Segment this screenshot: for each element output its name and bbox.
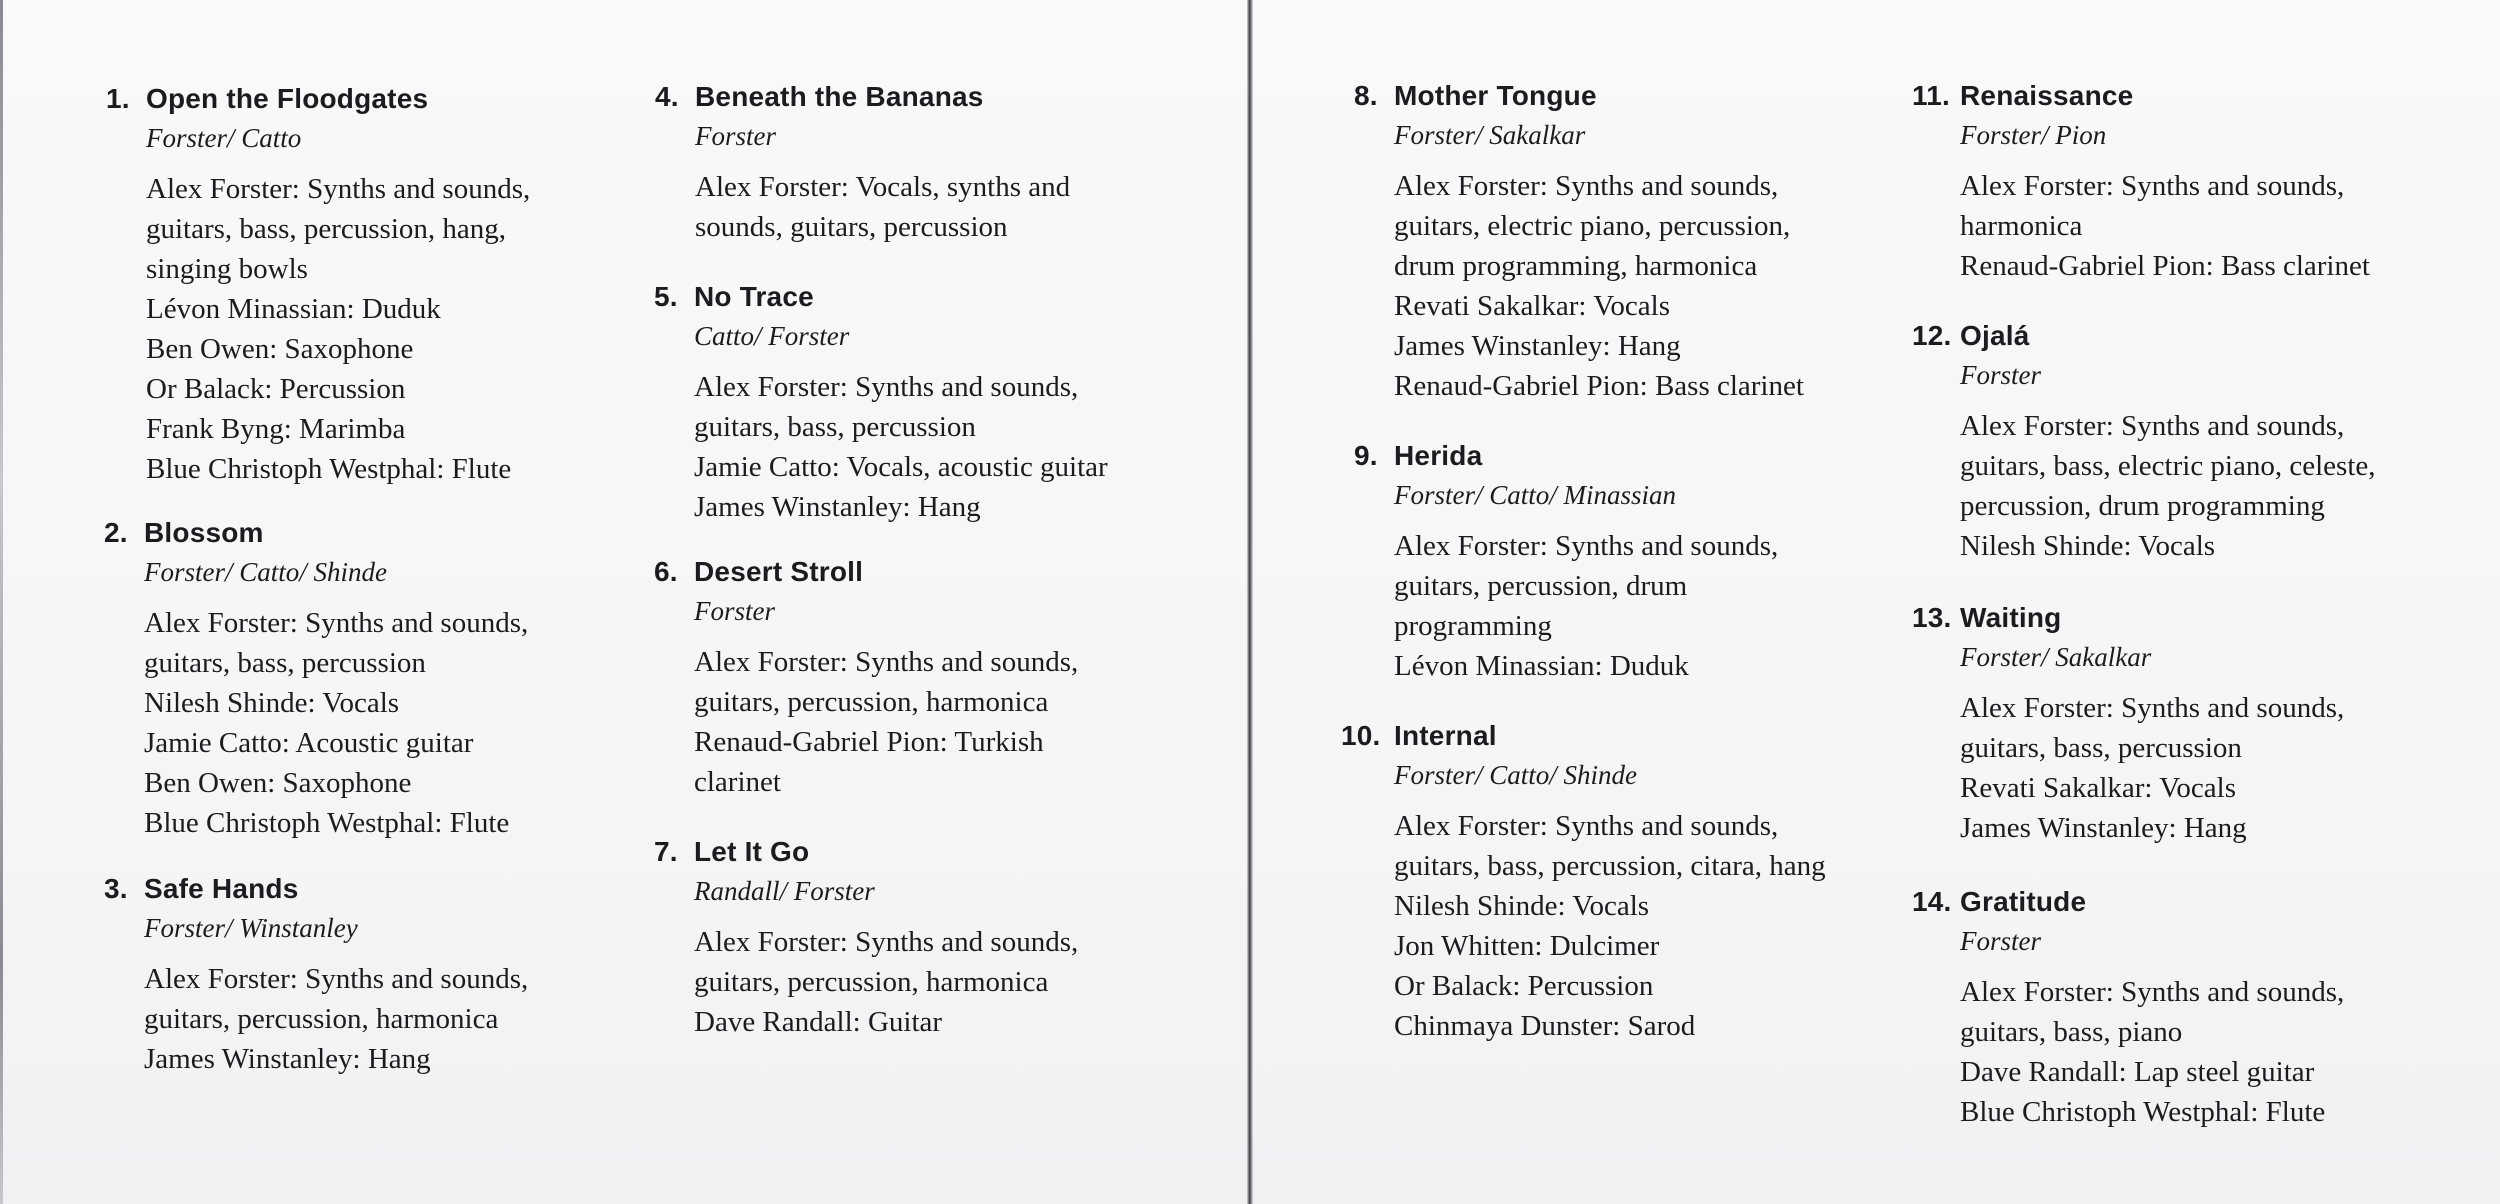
track-name: Safe Hands	[144, 873, 299, 904]
track-credits	[695, 167, 1070, 247]
page-edge	[0, 0, 3, 1204]
track-writers: Forster/ Catto/ Shinde	[144, 557, 387, 587]
track-writers: Forster/ Pion	[1960, 120, 2107, 150]
track-number: 5.	[654, 281, 678, 312]
credit-line: harmonica	[1960, 210, 2083, 242]
track-credits	[694, 922, 1078, 1042]
credit-line: guitars, bass, electric piano, celeste,	[1960, 450, 2376, 482]
track-title	[104, 873, 299, 905]
credit-line: guitars, bass, percussion	[694, 411, 976, 443]
credit-line: Jon Whitten: Dulcimer	[1394, 930, 1660, 962]
track-name: Blossom	[144, 517, 264, 548]
credit-line: Frank Byng: Marimba	[146, 413, 406, 445]
track-number: 10.	[1341, 720, 1381, 751]
credit-line: Or Balack: Percussion	[146, 373, 406, 405]
track-writers: Forster	[1960, 926, 2041, 956]
track-title	[654, 836, 809, 868]
credit-line: guitars, percussion, harmonica	[694, 686, 1049, 718]
track-name: Let It Go	[694, 836, 810, 867]
track-writers: Forster/ Sakalkar	[1960, 642, 2152, 672]
track-number: 12.	[1912, 320, 1952, 351]
track-credits	[694, 642, 1078, 802]
track-title	[654, 556, 863, 588]
credit-line: Alex Forster: Synths and sounds,	[1960, 692, 2345, 724]
credit-line: guitars, percussion, drum	[1394, 570, 1688, 602]
track-title	[1912, 886, 2086, 918]
track-name: Ojalá	[1960, 320, 2030, 351]
track-credits	[694, 367, 1108, 527]
credit-line: singing bowls	[146, 253, 308, 285]
credit-line: Alex Forster: Vocals, synths and	[695, 171, 1071, 203]
track-title	[104, 517, 264, 549]
credit-line: Alex Forster: Synths and sounds,	[1394, 170, 1779, 202]
credit-line: Alex Forster: Synths and sounds,	[694, 646, 1079, 678]
track-name: Renaissance	[1960, 80, 2134, 111]
track-credits	[1960, 406, 2376, 566]
track-number: 6.	[654, 556, 678, 587]
credit-line: guitars, bass, piano	[1960, 1016, 2183, 1048]
track-number: 13.	[1912, 602, 1952, 633]
credit-line: Alex Forster: Synths and sounds,	[144, 607, 529, 639]
track-number: 3.	[104, 873, 128, 904]
track-credits	[1394, 166, 1804, 406]
track-number: 9.	[1354, 440, 1378, 471]
credit-line: drum programming, harmonica	[1394, 250, 1758, 282]
track-writers: Forster/ Catto/ Minassian	[1394, 480, 1677, 510]
credit-line: guitars, electric piano, percussion,	[1394, 210, 1791, 242]
track-credits	[1960, 972, 2344, 1132]
track-writers: Forster/ Sakalkar	[1394, 120, 1586, 150]
credit-line: Revati Sakalkar: Vocals	[1960, 772, 2236, 804]
credit-line: Lévon Minassian: Duduk	[1394, 650, 1689, 682]
credit-line: sounds, guitars, percussion	[695, 211, 1008, 243]
track-title	[654, 281, 814, 313]
credit-line: Alex Forster: Synths and sounds,	[146, 173, 531, 205]
credit-line: guitars, bass, percussion	[1960, 732, 2242, 764]
credit-line: Dave Randall: Lap steel guitar	[1960, 1056, 2315, 1088]
track-credits	[1960, 166, 2370, 286]
credit-line: Renaud-Gabriel Pion: Turkish	[694, 726, 1044, 758]
credit-line: Lévon Minassian: Duduk	[146, 293, 441, 325]
track-name: Gratitude	[1960, 886, 2087, 917]
credit-line: Blue Christoph Westphal: Flute	[1960, 1096, 2326, 1128]
track-title	[1912, 602, 2061, 634]
track-title	[1912, 320, 2029, 352]
track-writers: Forster	[1960, 360, 2041, 390]
track-writers: Forster	[694, 596, 775, 626]
credit-line: Or Balack: Percussion	[1394, 970, 1654, 1002]
credit-line: Jamie Catto: Vocals, acoustic guitar	[694, 451, 1108, 483]
credit-line: Alex Forster: Synths and sounds,	[1960, 170, 2345, 202]
credit-line: Chinmaya Dunster: Sarod	[1394, 1010, 1696, 1042]
track-writers: Forster	[695, 121, 776, 151]
credit-line: Alex Forster: Synths and sounds,	[144, 963, 529, 995]
credit-line: guitars, bass, percussion, hang,	[146, 213, 507, 245]
credit-line: Ben Owen: Saxophone	[144, 767, 412, 799]
credit-line: guitars, bass, percussion, citara, hang	[1394, 850, 1826, 882]
track-title	[1354, 440, 1482, 472]
credit-line: guitars, bass, percussion	[144, 647, 426, 679]
track-number: 2.	[104, 517, 128, 548]
track-number: 1.	[106, 83, 130, 114]
credit-line: Alex Forster: Synths and sounds,	[1960, 410, 2345, 442]
credit-line: guitars, percussion, harmonica	[694, 966, 1049, 998]
track-credits	[144, 959, 528, 1079]
credit-line: James Winstanley: Hang	[694, 491, 981, 523]
credit-line: clarinet	[694, 766, 781, 798]
track-number: 11.	[1912, 80, 1950, 111]
credit-line: James Winstanley: Hang	[1394, 330, 1681, 362]
track-name: Desert Stroll	[694, 556, 864, 587]
credit-line: Nilesh Shinde: Vocals	[1960, 530, 2216, 562]
track-title	[1912, 80, 2133, 112]
track-credits	[1394, 526, 1778, 686]
credit-line: Blue Christoph Westphal: Flute	[146, 453, 512, 485]
track-title	[106, 83, 428, 115]
credit-line: Blue Christoph Westphal: Flute	[144, 807, 510, 839]
track-name: No Trace	[694, 281, 814, 312]
track-name: Mother Tongue	[1394, 80, 1597, 111]
credit-line: programming	[1394, 610, 1552, 642]
track-number: 7.	[654, 836, 678, 867]
track-number: 4.	[655, 81, 679, 112]
credit-line: Renaud-Gabriel Pion: Bass clarinet	[1960, 250, 2370, 282]
track-writers: Randall/ Forster	[694, 876, 875, 906]
credit-line: guitars, percussion, harmonica	[144, 1003, 499, 1035]
track-name: Beneath the Bananas	[695, 81, 984, 112]
credit-line: percussion, drum programming	[1960, 490, 2325, 522]
credit-line: Alex Forster: Synths and sounds,	[1394, 530, 1779, 562]
credit-line: Nilesh Shinde: Vocals	[1394, 890, 1650, 922]
track-credits	[144, 603, 528, 843]
track-writers: Forster/ Catto/ Shinde	[1394, 760, 1637, 790]
track-name: Herida	[1394, 440, 1483, 471]
track-credits	[1960, 688, 2344, 848]
track-name: Open the Floodgates	[146, 83, 429, 114]
track-writers: Catto/ Forster	[694, 321, 850, 351]
track-writers: Forster/ Winstanley	[144, 913, 358, 943]
track-title	[655, 81, 984, 113]
credit-line: Renaud-Gabriel Pion: Bass clarinet	[1394, 370, 1804, 402]
track-number: 14.	[1912, 886, 1952, 917]
track-number: 8.	[1354, 80, 1378, 111]
track-title	[1341, 720, 1497, 752]
credit-line: Alex Forster: Synths and sounds,	[1394, 810, 1779, 842]
credit-line: Alex Forster: Synths and sounds,	[694, 926, 1079, 958]
credit-line: Nilesh Shinde: Vocals	[144, 687, 400, 719]
credit-line: Revati Sakalkar: Vocals	[1394, 290, 1670, 322]
credit-line: Alex Forster: Synths and sounds,	[694, 371, 1079, 403]
track-name: Waiting	[1960, 602, 2062, 633]
track-name: Internal	[1394, 720, 1497, 751]
credit-line: Alex Forster: Synths and sounds,	[1960, 976, 2345, 1008]
track-credits	[146, 169, 530, 489]
credit-line: James Winstanley: Hang	[144, 1043, 431, 1075]
credit-line: Dave Randall: Guitar	[694, 1006, 943, 1038]
track-title	[1354, 80, 1597, 112]
credit-line: Jamie Catto: Acoustic guitar	[144, 727, 474, 759]
track-writers: Forster/ Catto	[146, 123, 302, 153]
track-credits	[1394, 806, 1826, 1046]
credit-line: Ben Owen: Saxophone	[146, 333, 414, 365]
credit-line: James Winstanley: Hang	[1960, 812, 2247, 844]
